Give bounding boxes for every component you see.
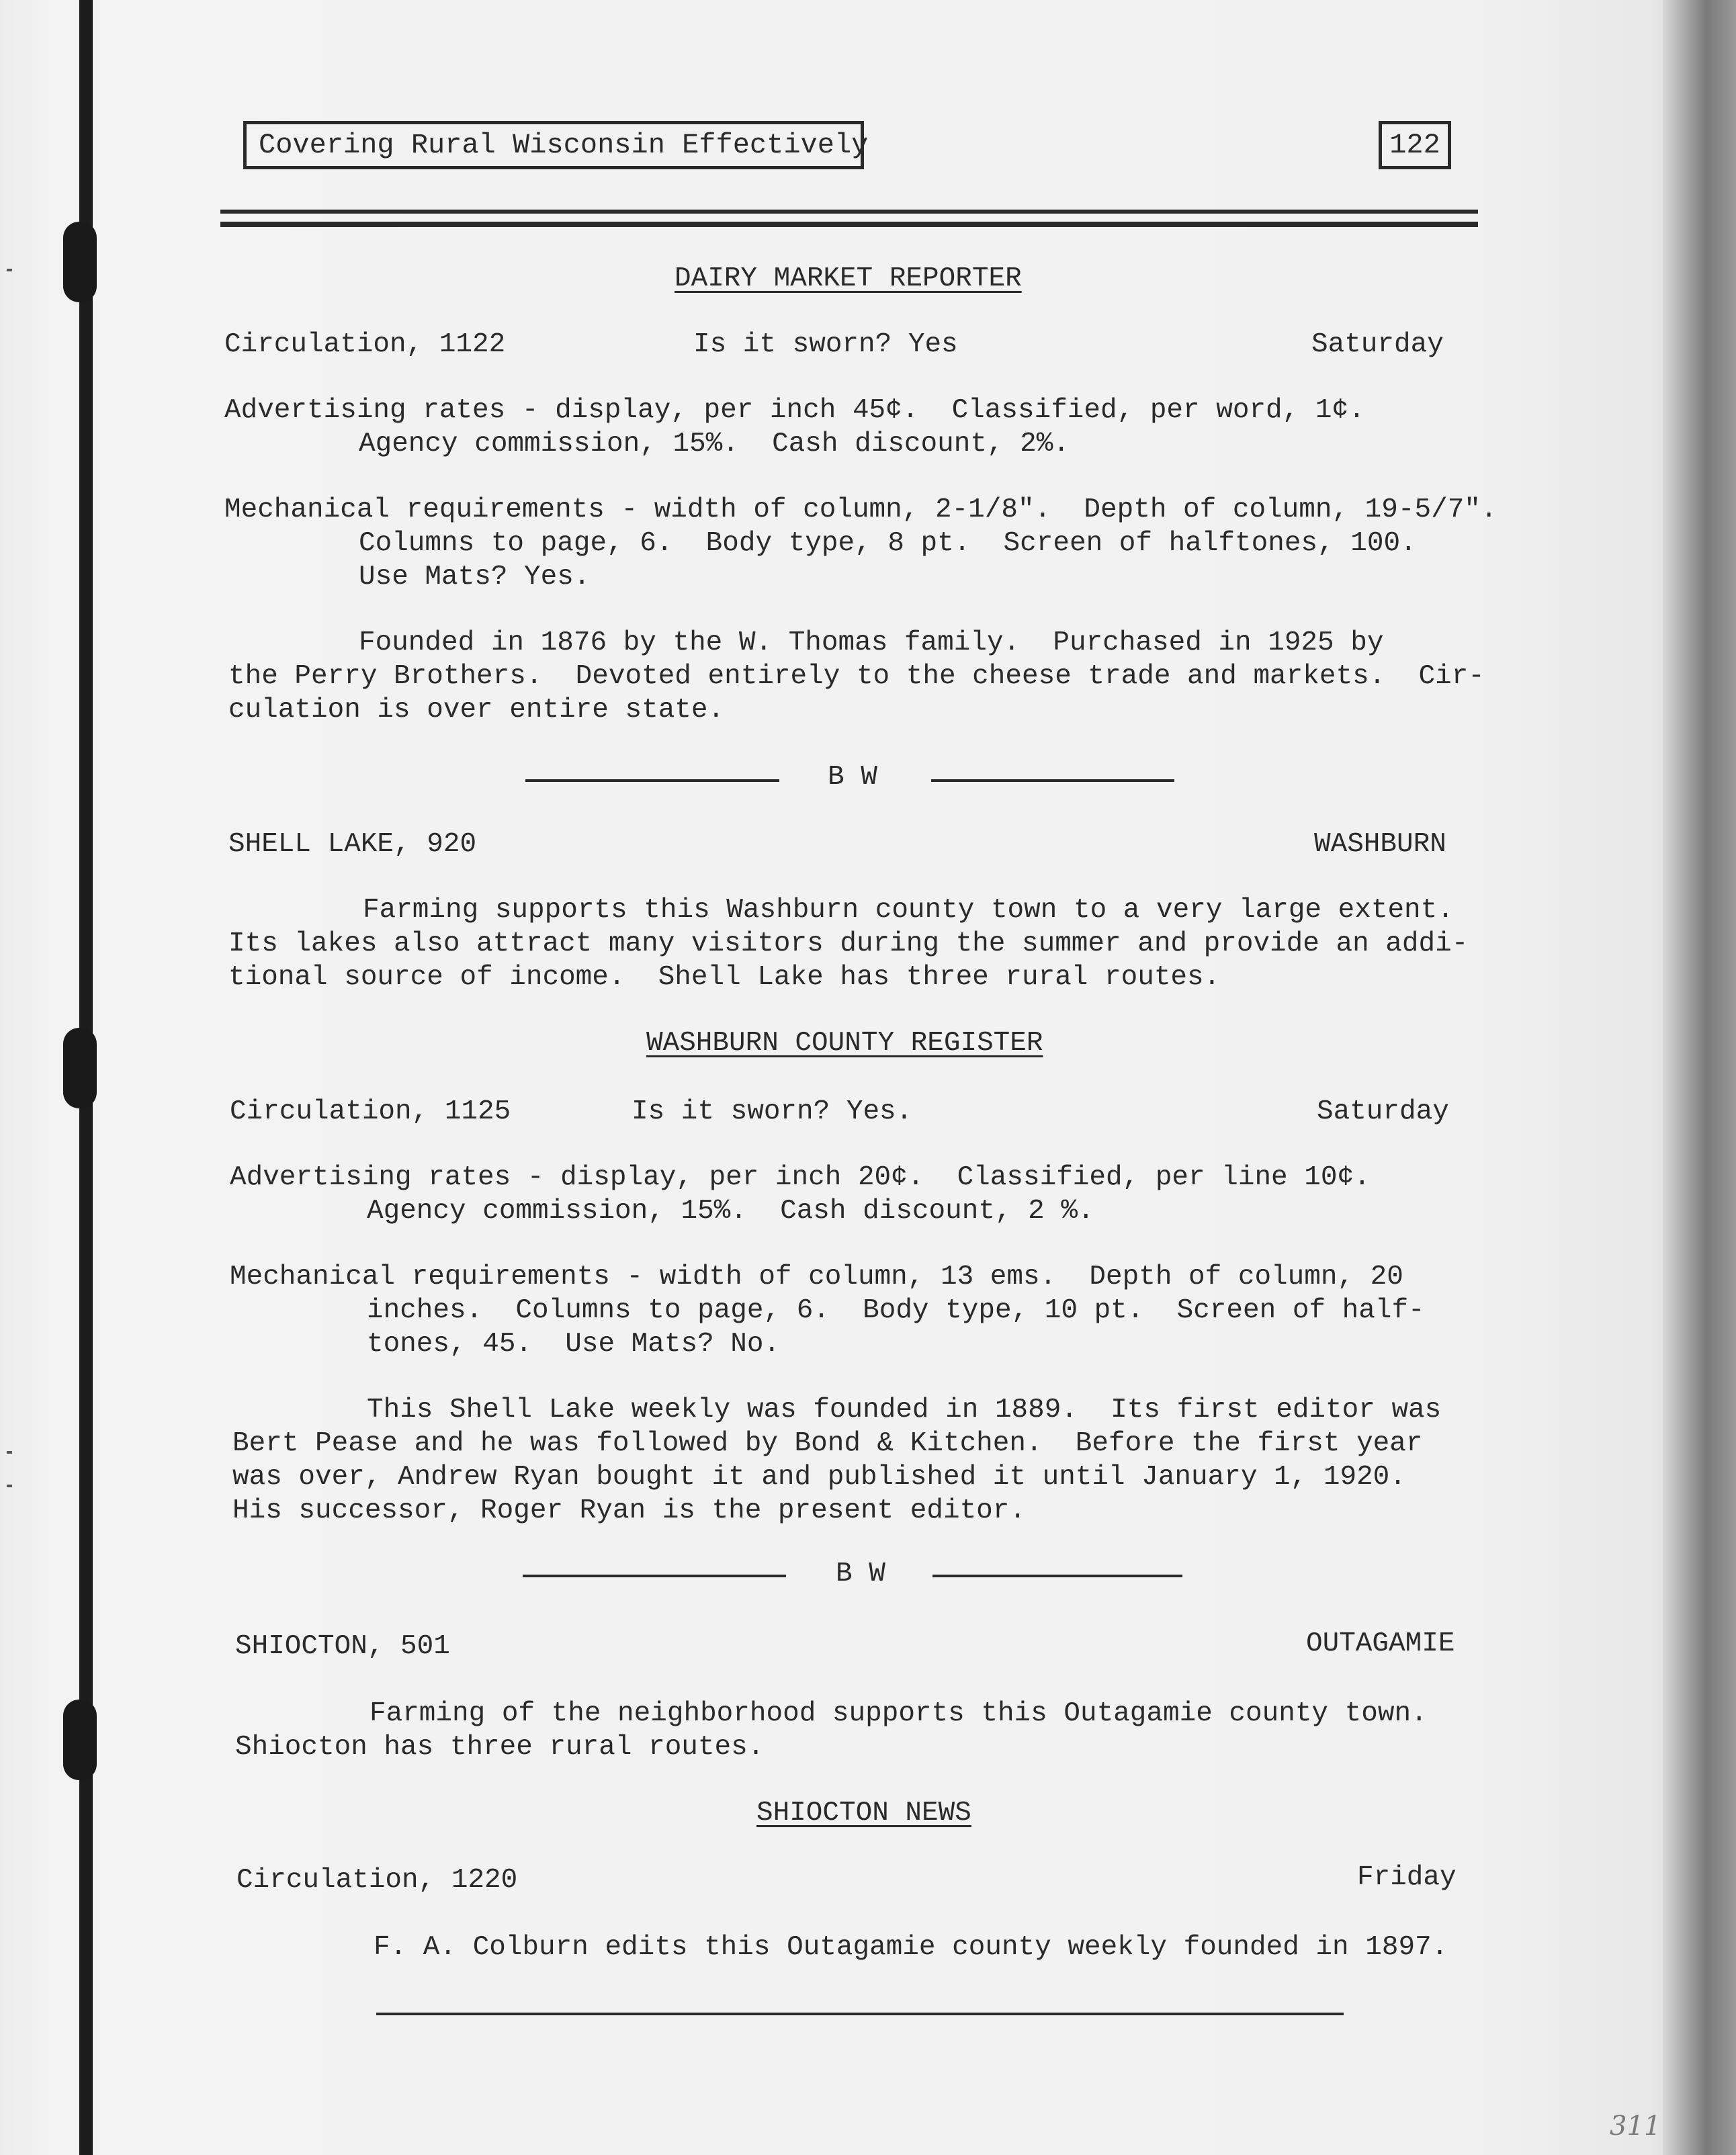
shell-lake-description-line-2: Its lakes also attract many visitors during the summer and provide an addi- (228, 928, 1469, 959)
shiocton-county: OUTAGAMIE (1306, 1628, 1455, 1659)
margin-mark (7, 1485, 12, 1487)
separator-line-right (932, 1575, 1182, 1577)
washburn-mechanical-line-3: tones, 45. Use Mats? No. (367, 1329, 781, 1360)
dairy-mechanical-line-1: Mechanical requirements - width of column, 2-1/8". Depth of column, 19-5/7". (224, 494, 1498, 525)
separator-line-right (931, 779, 1174, 782)
shiocton-news-day: Friday (1357, 1862, 1457, 1893)
shiocton-news-title: SHIOCTON NEWS (756, 1798, 971, 1829)
punch-hole (63, 222, 97, 302)
corner-handwritten-note: 311 (1610, 2111, 1661, 2142)
dairy-day: Saturday (1311, 329, 1444, 360)
page-number-box (1379, 121, 1451, 169)
header-title: Covering Rural Wisconsin Effectively (259, 129, 869, 161)
washburn-circulation: Circulation, 1125 (230, 1096, 511, 1127)
separator-initials: B W (836, 1558, 885, 1589)
dairy-description-line-3: culation is over entire state. (228, 695, 725, 725)
header-title-box (243, 121, 869, 169)
dairy-market-reporter-title: DAIRY MARKET REPORTER (675, 263, 1022, 294)
header-rule-top (220, 210, 1478, 214)
shiocton-description-line-1: Farming of the neighborhood supports this Outagamie county town. (370, 1698, 1428, 1729)
page-edge-shadow (1663, 0, 1736, 2155)
page-number: 122 (1389, 129, 1440, 161)
washburn-description-line-4: His successor, Roger Ryan is the present editor. (232, 1495, 1026, 1526)
washburn-advertising-line-2: Agency commission, 15%. Cash discount, 2 %. (367, 1196, 1094, 1227)
margin-mark (7, 1451, 12, 1454)
washburn-mechanical-line-2: inches. Columns to page, 6. Body type, 10 pt. Screen of half- (367, 1295, 1425, 1326)
header-rule-bottom (220, 222, 1478, 227)
margin-mark (7, 269, 12, 271)
separator-line-left (523, 1575, 786, 1577)
shell-lake-county: WASHBURN (1314, 829, 1446, 860)
shell-lake-description-line-1: Farming supports this Washburn county town to a very large extent. (363, 895, 1454, 926)
dairy-mechanical-line-2: Columns to page, 6. Body type, 8 pt. Screen of halftones, 100. (359, 528, 1417, 559)
dairy-sworn: Is it sworn? Yes (693, 329, 958, 360)
dairy-circulation: Circulation, 1122 (224, 329, 506, 360)
closing-rule (376, 2013, 1344, 2015)
dairy-advertising-line-1: Advertising rates - display, per inch 45¢. Classified, per word, 1¢. (224, 395, 1365, 426)
washburn-description-line-2: Bert Pease and he was followed by Bond & Kitchen. Before the first year (232, 1428, 1423, 1459)
separator-initials: B W (828, 762, 877, 793)
shiocton-town: SHIOCTON, 501 (235, 1631, 450, 1662)
shiocton-news-description: F. A. Colburn edits this Outagamie county weekly founded in 1897. (374, 1932, 1448, 1963)
punch-hole (63, 1028, 97, 1108)
washburn-advertising-line-1: Advertising rates - display, per inch 20¢. Classified, per line 10¢. (230, 1162, 1371, 1193)
washburn-day: Saturday (1317, 1096, 1449, 1127)
shiocton-description-line-2: Shiocton has three rural routes. (235, 1732, 765, 1763)
punch-hole (63, 1700, 97, 1780)
washburn-description-line-1: This Shell Lake weekly was founded in 1889. Its first editor was (367, 1395, 1442, 1425)
shiocton-news-circulation: Circulation, 1220 (236, 1865, 518, 1896)
separator-line-left (525, 779, 779, 782)
dairy-mechanical-line-3: Use Mats? Yes. (359, 562, 591, 592)
dairy-advertising-line-2: Agency commission, 15%. Cash discount, 2%. (359, 429, 1070, 459)
washburn-mechanical-line-1: Mechanical requirements - width of column, 13 ems. Depth of column, 20 (230, 1262, 1403, 1292)
washburn-sworn: Is it sworn? Yes. (632, 1096, 913, 1127)
shell-lake-description-line-3: tional source of income. Shell Lake has three rural routes. (228, 962, 1221, 993)
washburn-description-line-3: was over, Andrew Ryan bought it and published it until January 1, 1920. (232, 1462, 1406, 1493)
dairy-description-line-1: Founded in 1876 by the W. Thomas family. Purchased in 1925 by (359, 627, 1384, 658)
washburn-county-register-title: WASHBURN COUNTY REGISTER (646, 1028, 1043, 1059)
dairy-description-line-2: the Perry Brothers. Devoted entirely to the cheese trade and markets. Cir- (228, 661, 1485, 692)
shell-lake-town: SHELL LAKE, 920 (228, 829, 477, 860)
